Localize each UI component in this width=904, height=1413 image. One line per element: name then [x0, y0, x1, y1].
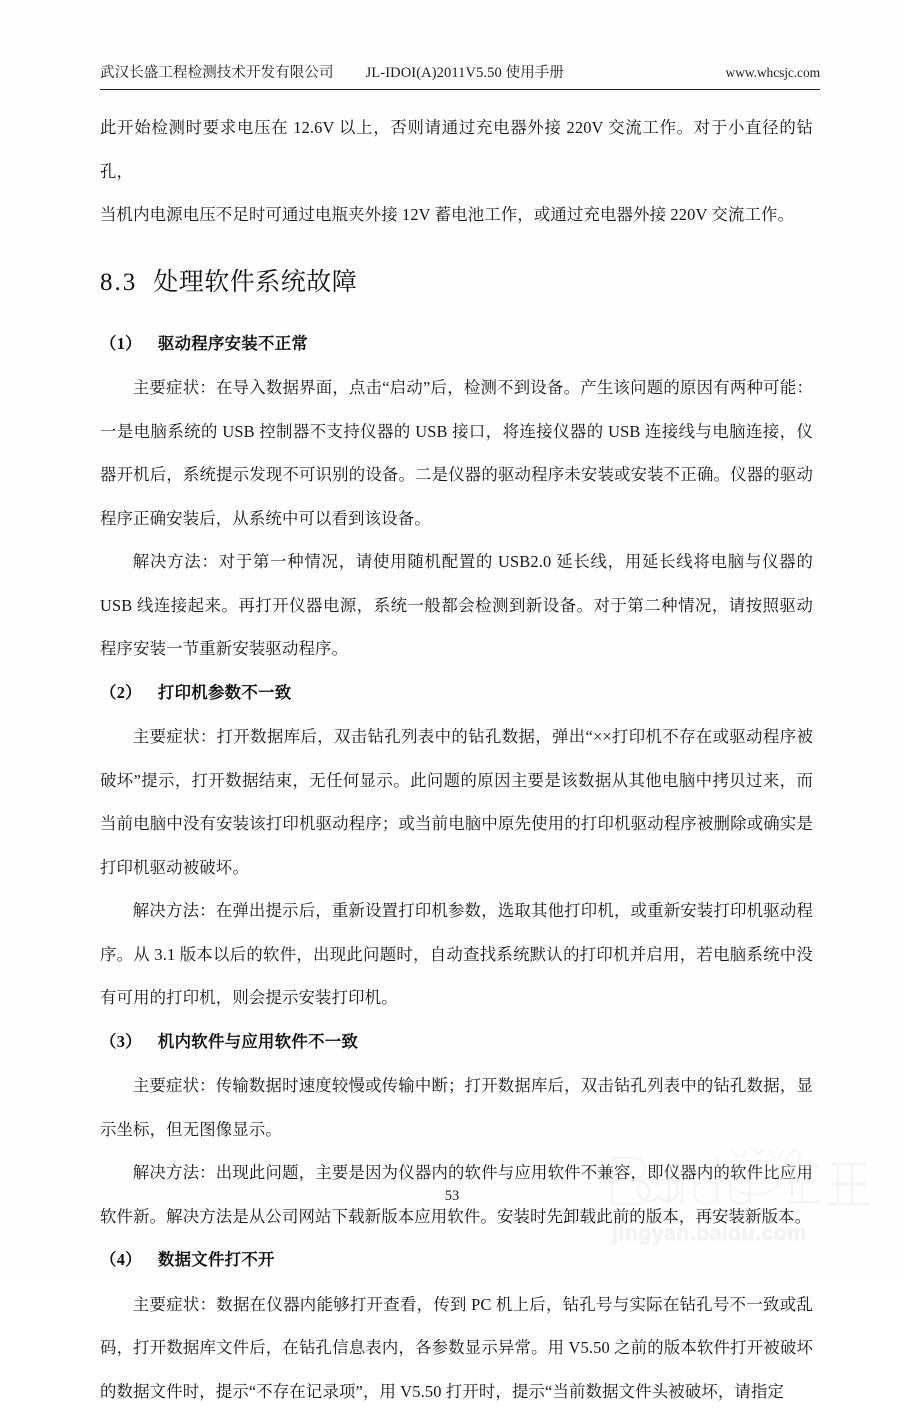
item-label-1: 驱动程序安装不正常: [158, 335, 308, 353]
item-label-4: 数据文件打不开: [158, 1251, 275, 1269]
item-solution-1: 解决方法：对于第一种情况，请使用随机配置的 USB2.0 延长线，用延长线将电脑与仪器的 USB 线连接起来。再打开仪器电源，系统一般都会检测到新设备。对于第二种情况，请按照驱动程序安装一节重新安装驱动程序。: [100, 540, 813, 671]
intro-paragraph-line2: 当机内电源电压不足时可通过电瓶夹外接 12V 蓄电池工作，或通过充电器外接 220V 交流工作。: [100, 193, 813, 237]
item-solution-3: 解决方法：出现此问题，主要是因为仪器内的软件与应用软件不兼容，即仪器内的软件比应用软件新。解决方法是从公司网站下载新版本应用软件。安装时先卸载此前的版本，再安装新版本。: [100, 1151, 813, 1238]
page-number: 53: [0, 1188, 904, 1205]
item-symptom-2: 主要症状：打开数据库后，双击钻孔列表中的钻孔数据，弹出“××打印机不存在或驱动程序被破坏”提示，打开数据结束，无任何显示。此问题的原因主要是该数据从其他电脑中拷贝过来，而当前电脑中没有安装该打印机驱动程序；或当前电脑中原先使用的打印机驱动程序被删除或确实是打印机驱动被破坏。: [100, 715, 813, 889]
item-label-3: 机内软件与应用软件不一致: [158, 1033, 358, 1051]
intro-paragraph-line1: 此开始检测时要求电压在 12.6V 以上，否则请通过充电器外接 220V 交流工作。对于小直径的钻孔，: [100, 106, 813, 193]
item-symptom-1: 主要症状：在导入数据界面，点击“启动”后，检测不到设备。产生该问题的原因有两种可能：一是电脑系统的 USB 控制器不支持仪器的 USB 接口，将连接仪器的 USB 连接线与电脑连接，仪器开机后，系统提示发现不可识别的设备。二是仪器的驱动程序未安装或安装不正确。仪器的驱动程序正确安装后，从系统中可以看到该设备。: [100, 366, 813, 540]
item-heading-3: [100, 1020, 813, 1065]
item-symptom-4: 主要症状：数据在仪器内能够打开查看，传到 PC 机上后，钻孔号与实际在钻孔号不一致或乱码，打开数据库文件后，在钻孔信息表内，各参数显示异常。用 V5.50 之前的版本软件打开被破坏的数据文件时，提示“不存在记录项”，用 V5.50 打开时，提示“当前数据文件头被破坏，请指定: [100, 1283, 813, 1413]
header-divider: [100, 89, 820, 90]
item-heading-2: [100, 671, 813, 716]
page-content: [100, 106, 813, 1413]
header-company-name: 武汉长盛工程检测技术开发有限公司: [100, 61, 334, 82]
section-name: 处理软件系统故障: [153, 268, 357, 296]
section-heading: [100, 257, 813, 308]
item-solution-2: 解决方法：在弹出提示后，重新设置打印机参数，选取其他打印机，或重新安装打印机驱动程序。从 3.1 版本以后的软件，出现此问题时，自动查找系统默认的打印机并启用，若电脑系统中没有可用的打印机，则会提示安装打印机。: [100, 889, 813, 1020]
item-symptom-3: 主要症状：传输数据时速度较慢或传输中断；打开数据库后，双击钻孔列表中的钻孔数据，显示坐标，但无图像显示。: [100, 1064, 813, 1151]
item-heading-4: [100, 1238, 813, 1283]
section-number: 8.3: [100, 269, 137, 296]
header-website: www.whcsjc.com: [726, 65, 820, 81]
page-header: [100, 61, 820, 87]
item-number-4: （4）: [100, 1250, 142, 1269]
watermark-url: jingyan.baidu.com: [612, 1222, 807, 1246]
item-number-3: （3）: [100, 1032, 142, 1051]
item-number-1: （1）: [100, 334, 142, 353]
item-heading-1: [100, 322, 813, 367]
item-number-2: （2）: [100, 683, 142, 702]
item-label-2: 打印机参数不一致: [158, 684, 292, 702]
header-manual-title: JL-IDOI(A)2011V5.50 使用手册: [366, 61, 564, 82]
